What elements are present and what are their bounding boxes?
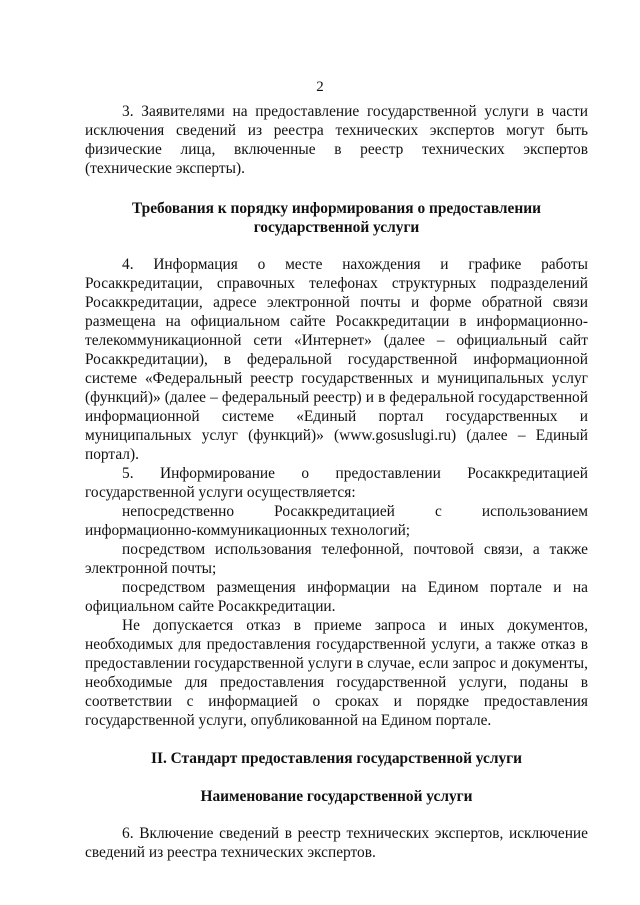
paragraph-5-item-2: посредством использования телефонной, почтовой связи, а также электронной почты;: [85, 541, 588, 577]
paragraph-4: 4. Информация о месте нахождения и графике работы Росаккредитации, справочных телефонах структурных подразделений Росаккредитации, адресе электронной почты и форме обратной связи размещена на официальном сайте Росаккредитации в информационно-телекоммуникационной сети «Интернет» (далее – официальный сайт Росаккредитации), в федеральной государственной информационной системе «Федеральный реестр государственных и муниципальных услуг (функций)» (далее – федеральный реестр) и в федеральной государственной информационной системе «Единый портал государственных и муниципальных услуг (функций)» (www.gosuslugi.ru) (далее – Единый портал).: [85, 256, 588, 463]
paragraph-5: 5. Информирование о предоставлении Росаккредитацией государственной услуги осуществляется:: [85, 465, 588, 501]
page-number: 2: [316, 79, 324, 95]
heading-informing-requirements: Требования к порядку информирования о предоставлении государственной услуги: [131, 200, 541, 236]
heading-standard: II. Стандарт предоставления государственной услуги: [150, 750, 523, 767]
paragraph-3: 3. Заявителями на предоставление государственной услуги в части исключения сведений из реестра технических экспертов могут быть физические лица, включенные в реестр технических экспертов (технические эксперты).: [85, 103, 588, 177]
heading-service-name: Наименование государственной услуги: [200, 788, 473, 805]
document-body: [85, 102, 588, 862]
paragraph-refusal: Не допускается отказ в приеме запроса и иных документов, необходимых для предоставления государственной услуги, а также отказ в предоставлении государственной услуги в случае, если запрос и документы, необходимые для предоставления государственной услуги, поданы в соответствии с информацией о сроках и порядке предоставления государственной услуги, опубликованной на Едином портале.: [85, 617, 588, 729]
paragraph-5-item-3: посредством размещения информации на Едином портале и на официальном сайте Росаккредитации.: [85, 579, 588, 615]
paragraph-6: 6. Включение сведений в реестр технических экспертов, исключение сведений из реестра технических экспертов.: [85, 825, 588, 861]
paragraph-5-item-1: непосредственно Росаккредитацией с использованием информационно-коммуникационных технологий;: [85, 503, 588, 539]
